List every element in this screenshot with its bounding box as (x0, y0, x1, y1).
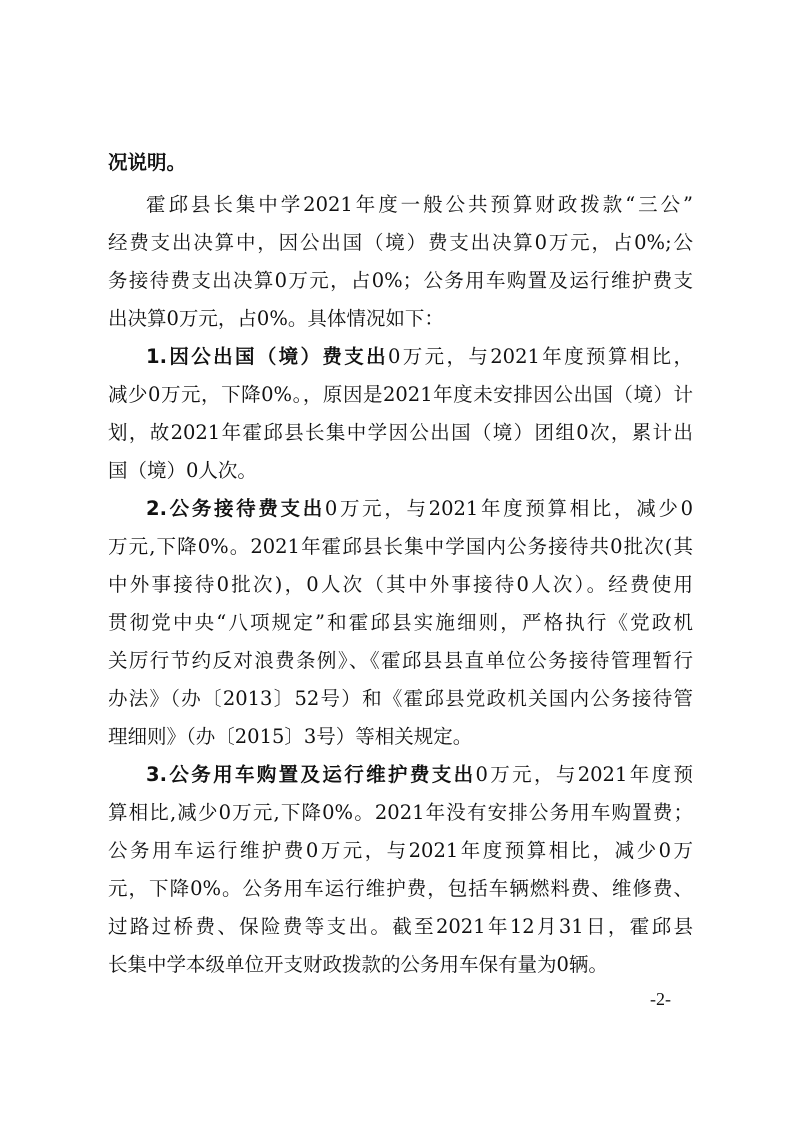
paragraph-line: 算相比,减少0万元,下降0%。2021年没有安排公务用车购置费； (108, 801, 693, 824)
section-3-heading: 3.公务用车购置及运行维护费支出 (146, 763, 476, 786)
section-3-text: 0万元，与2021年度预 (475, 763, 693, 786)
section-3-first-line (146, 760, 693, 790)
paragraph-line: 出决算0万元，占0%。具体情况如下： (108, 307, 444, 330)
section-2-heading: 2.公务接待费支出 (146, 497, 325, 520)
page-number: -2- (650, 989, 671, 1009)
paragraph-line: 霍邱县长集中学2021年度一般公共预算财政拨款“三公” (146, 193, 693, 216)
paragraph-line: 中外事接待0批次)，0人次（其中外事接待0人次）。经费使用 (108, 573, 693, 596)
paragraph-line: 关厉行节约反对浪费条例》、《霍邱县县直单位公务接待管理暂行 (108, 649, 693, 672)
paragraph-line: 贯彻党中央“八项规定”和霍邱县实施细则，严格执行《党政机 (108, 611, 693, 634)
section-2-first-line (146, 494, 693, 524)
paragraph-line: 长集中学本级单位开支财政拨款的公务用车保有量为0辆。 (108, 953, 608, 976)
paragraph-line: 理细则》（办〔2015〕3号）等相关规定。 (108, 725, 473, 748)
paragraph-line: 务接待费支出决算0万元，占0%；公务用车购置及运行维护费支 (108, 269, 693, 292)
paragraph-line: 办法》（办〔2013〕52号）和《霍邱县党政机关国内公务接待管 (108, 687, 693, 710)
paragraph-line: 经费支出决算中，因公出国（境）费支出决算0万元，占0%;公 (108, 231, 693, 254)
paragraph-line: 过路过桥费、保险费等支出。截至2021年12月31日，霍邱县 (108, 915, 693, 938)
section-2-text: 0万元，与2021年度预算相比，减少0 (324, 497, 693, 520)
paragraph-line: 减少0万元，下降0%。，原因是2021年度未安排因公出国（境）计 (108, 383, 693, 406)
continued-heading: 况说明。 (108, 151, 187, 174)
paragraph-line: 国（境）0人次。 (108, 459, 257, 482)
section-1-text: 0万元，与2021年度预算相比， (388, 345, 693, 368)
section-1-heading: 1.因公出国（境）费支出 (146, 345, 389, 368)
paragraph-line: 元，下降0%。公务用车运行维护费，包括车辆燃料费、维修费、 (108, 877, 693, 900)
paragraph-line: 公务用车运行维护费0万元，与2021年度预算相比，减少0万 (108, 839, 693, 862)
paragraph-line: 划，故2021年霍邱县长集中学因公出国（境）团组0次，累计出 (108, 421, 693, 444)
section-1-first-line (146, 342, 693, 372)
paragraph-line: 万元,下降0%。2021年霍邱县长集中学国内公务接待共0批次(其 (108, 535, 693, 558)
